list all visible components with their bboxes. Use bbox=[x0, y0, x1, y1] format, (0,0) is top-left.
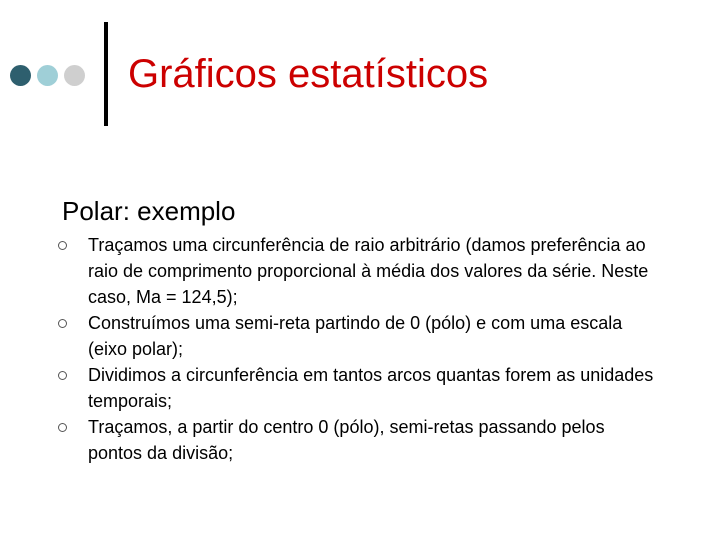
list-item bbox=[56, 232, 656, 310]
decorative-dots bbox=[10, 64, 91, 86]
bullet-list bbox=[56, 232, 656, 466]
circle-bullet-icon bbox=[58, 319, 67, 328]
circle-bullet-icon bbox=[58, 371, 67, 380]
slide-title: Gráficos estatísticos bbox=[128, 52, 489, 96]
section-heading: Polar: exemplo bbox=[62, 196, 236, 226]
list-item bbox=[56, 310, 656, 362]
list-item bbox=[56, 414, 656, 466]
dark-teal-dot-icon bbox=[10, 65, 31, 86]
list-item-text: Dividimos a circunferência em tantos arcos quantas forem as unidades temporais; bbox=[88, 365, 654, 411]
gray-dot-icon bbox=[64, 65, 85, 86]
title-divider-bar bbox=[104, 22, 108, 126]
list-item bbox=[56, 362, 656, 414]
list-item-text: Construímos uma semi-reta partindo de 0 (pólo) e com uma escala (eixo polar); bbox=[88, 313, 623, 359]
list-item-text: Traçamos, a partir do centro 0 (pólo), semi-retas passando pelos pontos da divisão; bbox=[88, 417, 605, 463]
list-item-text: Traçamos uma circunferência de raio arbitrário (damos preferência ao raio de comprimento proporcional à média dos valores da série. Neste caso, Ma = 124,5); bbox=[88, 235, 649, 307]
circle-bullet-icon bbox=[58, 241, 67, 250]
circle-bullet-icon bbox=[58, 423, 67, 432]
light-teal-dot-icon bbox=[37, 65, 58, 86]
